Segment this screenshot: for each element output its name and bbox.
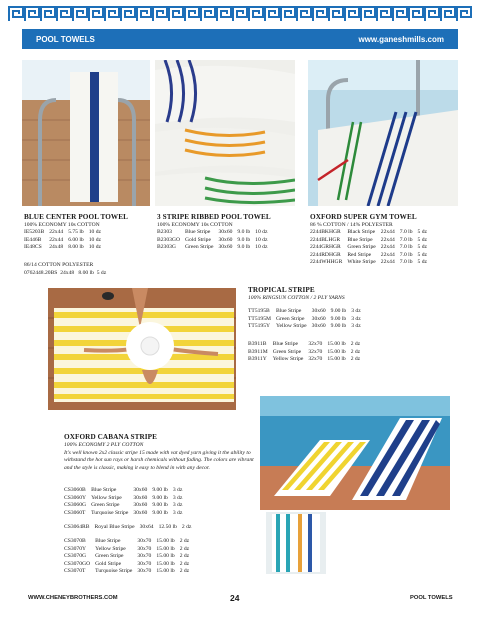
table-row (310, 252, 432, 260)
pack: 3 dz (351, 323, 361, 329)
sku: 2244RDHGR (310, 251, 341, 258)
sku: TT5195M (248, 315, 271, 322)
table-row (310, 259, 432, 267)
pack: 3 dz (172, 487, 183, 493)
table-row (64, 502, 187, 510)
tropical-subtitle: 100% RINGSUN COTTON / 2 PLY YARNS (248, 295, 345, 301)
size: 30x60 (133, 494, 148, 501)
weight: 9.00 lb (152, 509, 168, 516)
weight: 15.00 lb (156, 568, 175, 574)
table-row (64, 561, 194, 569)
pack: 2 dz (179, 560, 190, 567)
sku: 2244WHHGR (310, 259, 343, 265)
size: 30x60 (218, 229, 233, 235)
cabana-chairs-photo (260, 396, 450, 510)
size: 32x70 (308, 348, 323, 355)
section-header (22, 29, 458, 49)
size: 32x70 (308, 356, 323, 362)
size: 30x60 (133, 487, 148, 493)
weight: 7.0 lb (399, 259, 413, 265)
color: Green Stripe (185, 244, 214, 250)
color: Gold Stripe (185, 236, 211, 243)
sku: 2244GRHGR (310, 244, 341, 250)
weight: 6.00 lb (68, 236, 84, 243)
table-row (310, 229, 432, 237)
pack: 3 dz (172, 509, 183, 516)
three-stripe-spec-table (157, 229, 272, 252)
weight: 15.00 lb (156, 545, 175, 552)
table-row (157, 229, 272, 237)
pack: 3 dz (351, 315, 361, 322)
size: 22x44 (380, 259, 395, 265)
cabana-spec-table-b (64, 524, 196, 532)
size: 22x44 (380, 229, 395, 235)
sku: B2303G (157, 244, 176, 250)
table-row (24, 229, 106, 237)
table-row (248, 341, 365, 349)
size: 22x44 (49, 229, 64, 235)
weight: 9.00 lb (152, 502, 168, 508)
color: White Stripe (347, 259, 376, 265)
weight: 15.00 lb (327, 341, 346, 347)
weight: 9.00 lb (330, 323, 347, 329)
size: 30x60 (133, 509, 148, 516)
color: Green Stripe (95, 553, 124, 559)
pack: 5 dz (417, 244, 427, 250)
color: Gold Stripe (95, 560, 122, 567)
oxford-gym-towel-photo (308, 60, 458, 206)
pack: 2 dz (179, 553, 190, 559)
tropical-spec-table-a (248, 308, 366, 331)
blue-center-title: BLUE CENTER POOL TOWEL (24, 213, 128, 221)
color: Yellow Stripe (95, 545, 126, 552)
pack: 10 dz (255, 244, 268, 250)
size: 30x70 (137, 553, 152, 559)
size: 32x70 (308, 341, 323, 347)
table-row (64, 487, 187, 495)
pack: 2 dz (350, 356, 361, 362)
color: Blue Stripe (347, 236, 373, 243)
color: Green Stripe (91, 502, 120, 508)
table-row (64, 510, 187, 518)
pack: 5 dz (417, 236, 427, 243)
blue-center-subtitle: 100% ECONOMY 10s COTTON (24, 222, 100, 228)
cabana-stack-photo (266, 512, 326, 574)
weight: 9.0 lb (237, 244, 251, 250)
sku: B3911M (248, 348, 268, 355)
table-row (24, 237, 106, 245)
table-row (248, 323, 366, 331)
sku: TT5195Y (248, 323, 271, 329)
color: Turquoise Stripe (91, 509, 129, 516)
sku: IE446B (24, 236, 42, 243)
sku: 2244BKHGR (310, 229, 341, 235)
website-link[interactable]: www.ganeshmills.com (358, 34, 444, 44)
size: 30x60 (218, 236, 233, 243)
sku: CS3060G (64, 502, 87, 508)
color: Red Stripe (347, 251, 372, 258)
pack: 10 dz (88, 236, 102, 243)
oxford-gym-spec-table (310, 229, 432, 267)
pack: 3 dz (172, 494, 183, 501)
color: Yellow Stripe (91, 494, 122, 501)
weight: 15.00 lb (327, 348, 346, 355)
color: Green Stripe (272, 348, 302, 355)
tropical-spec-table-b (248, 341, 365, 364)
sku: CS3070G (64, 553, 87, 559)
size: 22x44 (380, 236, 395, 243)
sku: B2303GO (157, 236, 180, 243)
weight: 15.00 lb (156, 553, 175, 559)
pack: 5 dz (417, 229, 427, 235)
pack: 5 dz (417, 259, 427, 265)
sku: 2244BLHGR (310, 236, 341, 243)
cabana-subtitle: 100% ECONOMY 2 PLY COTTON (64, 442, 144, 448)
weight: 12.50 lb (158, 524, 177, 530)
color: Black Stripe (347, 229, 376, 235)
pack: 3 dz (351, 308, 361, 314)
size: 24x48 (49, 244, 64, 250)
sku: CS3070GO (64, 560, 91, 567)
cabana-title: OXFORD CABANA STRIPE (64, 433, 158, 441)
color: Yellow Stripe (272, 356, 304, 362)
table-row (248, 308, 366, 316)
weight: 5.75 lb (68, 229, 84, 235)
three-stripe-subtitle: 100% ECONOMY 10s COTTON (157, 222, 233, 228)
pack: 10 dz (255, 229, 268, 235)
size: 30x60 (218, 244, 233, 250)
color: Turquoise Stripe (95, 568, 133, 574)
pack: 10 dz (88, 229, 102, 235)
table-row (64, 524, 196, 532)
weight: 9.00 lb (152, 487, 168, 493)
size: 30x60 (311, 308, 326, 314)
greek-key-border (8, 6, 472, 22)
size: 30x60 (311, 315, 326, 322)
blue-center-towel-photo (22, 60, 150, 206)
weight: 9.0 lb (237, 236, 251, 243)
weight: 9.0 lb (237, 229, 251, 235)
size: 22x44 (380, 251, 395, 258)
sku: CS3060Y (64, 494, 87, 501)
three-stripe-towel-photo (155, 60, 295, 206)
weight: 15.00 lb (327, 356, 346, 362)
pack: 3 dz (172, 502, 183, 508)
weight: 9.00 lb (330, 308, 347, 314)
cabana-description: It's well known 2x2 classic stripe 15 made with vat dyed yarn giving it the ability to withstand the hot sun rays or harsh chemicals without fading. The colors are vibrant and the style is classic, making it easy to blend in with any decor. (64, 450, 254, 471)
sku: CS3070Y (64, 545, 87, 552)
footer-section: POOL TOWELS (410, 595, 453, 601)
weight: 8.00 lb (68, 244, 84, 250)
sku: CS3070T (64, 568, 86, 574)
size: 30x60 (133, 502, 148, 508)
weight: 9.00 lb (152, 494, 168, 501)
size: 30x60 (311, 323, 326, 329)
sku: B2303 (157, 229, 172, 235)
size: 30x64 (139, 524, 154, 530)
oxford-gym-title: OXFORD SUPER GYM TOWEL (310, 213, 417, 221)
table-row (24, 244, 106, 252)
cabana-spec-table-a (64, 487, 187, 517)
table-row (248, 316, 366, 324)
table-row (64, 553, 194, 561)
page-number: 24 (230, 593, 240, 603)
color: Royal Blue Stripe (94, 524, 135, 530)
table-row (64, 538, 194, 546)
sku: IE5203B (24, 229, 45, 235)
pack: 10 dz (255, 236, 268, 243)
sku: B3911B (248, 341, 267, 347)
sku: TT5195B (248, 308, 270, 314)
size: 30x70 (137, 545, 152, 552)
sku: CS3064RB (64, 524, 90, 530)
pack: 5 dz (417, 251, 427, 258)
size: 30x70 (137, 568, 152, 574)
sku: CS3060B (64, 487, 86, 493)
pack: 2 dz (350, 348, 361, 355)
color: Yellow Stripe (276, 323, 307, 329)
color: Green Stripe (347, 244, 376, 250)
table-row (157, 237, 272, 245)
color: Blue Stripe (185, 229, 211, 235)
size: 22x44 (49, 236, 64, 243)
pack: 2 dz (179, 568, 190, 574)
table-row (310, 244, 432, 252)
blue-center-spec-table (24, 229, 106, 252)
weight: 7.0 lb (399, 229, 413, 235)
weight: 7.0 lb (399, 244, 413, 250)
tropical-stripe-photo (48, 288, 236, 410)
sku: IE48CS (24, 244, 42, 250)
color: Green Stripe (276, 315, 305, 322)
cabana-spec-table-c (64, 538, 194, 576)
size: 22x44 (380, 244, 395, 250)
weight: 7.0 lb (399, 236, 413, 243)
pack: 2 dz (179, 545, 190, 552)
table-row (64, 568, 194, 576)
sku: CS3060T (64, 509, 86, 516)
sku: B3911Y (248, 356, 267, 362)
table-row (64, 546, 194, 554)
table-row (248, 349, 365, 357)
table-row (157, 244, 272, 252)
size: 30x70 (137, 560, 152, 567)
section-title: POOL TOWELS (36, 34, 95, 44)
table-row (310, 237, 432, 245)
three-stripe-title: 3 STRIPE RIBBED POOL TOWEL (157, 213, 271, 221)
table-row (248, 356, 365, 364)
table-row (64, 495, 187, 503)
weight: 9.00 lb (330, 315, 347, 322)
color: Blue Stripe (276, 308, 302, 314)
poly-row: 0762448.20BS 24x48 8.00 lb 5 dz (24, 270, 107, 276)
color: Blue Stripe (95, 538, 121, 544)
oxford-gym-subtitle: 86 % COTTON / 14% POLYESTER (310, 222, 393, 228)
sku: CS3070B (64, 538, 86, 544)
weight: 15.00 lb (156, 538, 175, 544)
weight: 15.00 lb (156, 560, 175, 567)
color: Blue Stripe (272, 341, 299, 347)
size: 30x70 (137, 538, 152, 544)
pack: 10 dz (88, 244, 102, 250)
color: Blue Stripe (91, 487, 117, 493)
pack: 2 dz (181, 524, 192, 530)
footer-website[interactable]: WWW.CHENEYBROTHERS.COM (28, 595, 118, 601)
tropical-title: TROPICAL STRIPE (248, 286, 315, 294)
weight: 7.0 lb (399, 251, 413, 258)
poly-subtitle: 86/14 COTTON POLYESTER (24, 262, 94, 268)
pack: 2 dz (179, 538, 190, 544)
pack: 2 dz (350, 341, 361, 347)
